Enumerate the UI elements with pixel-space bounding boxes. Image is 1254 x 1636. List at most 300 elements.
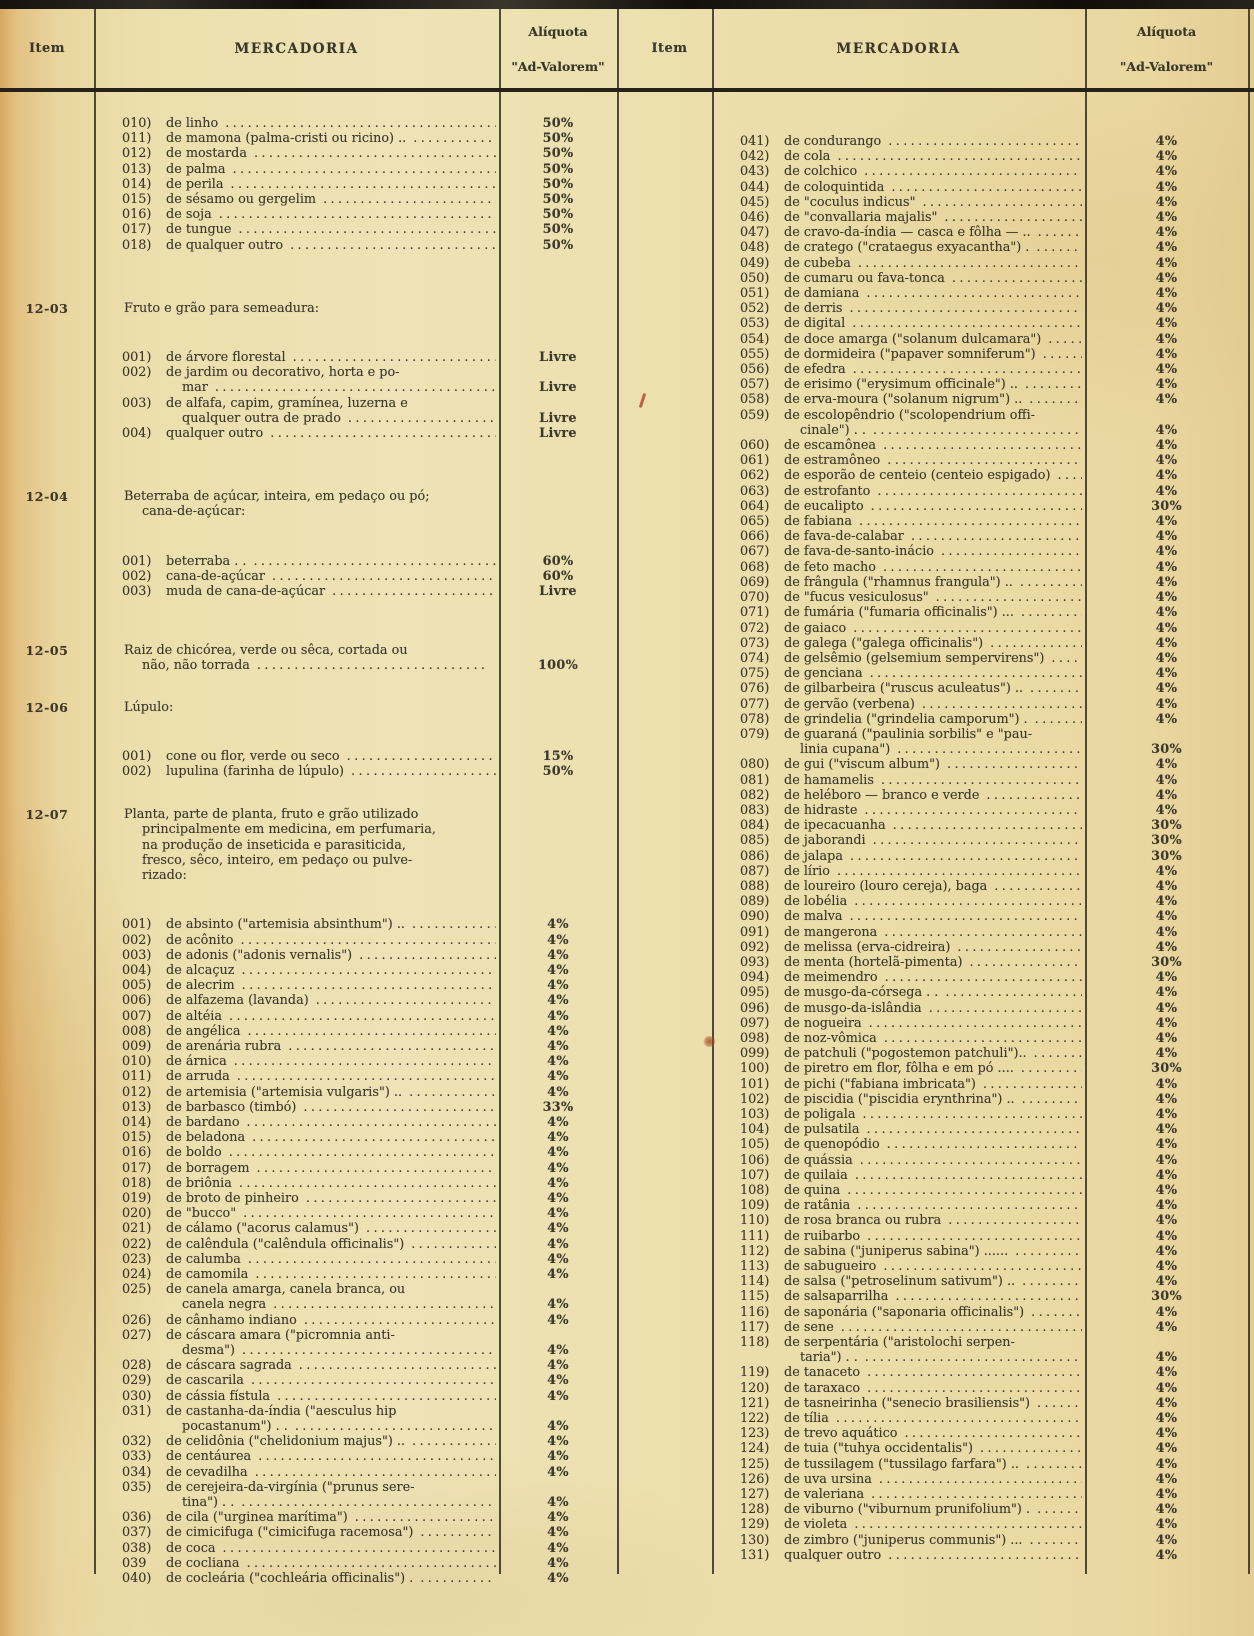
entry-description [784, 1183, 1085, 1198]
dot-leader [251, 1373, 496, 1388]
entry-line-text: de lírio [784, 863, 830, 879]
heading-line: Planta, parte de planta, fruto e grão utilizado [124, 807, 419, 823]
entry-line [784, 1502, 1085, 1517]
entry-rate: 4% [1155, 787, 1178, 803]
entry-merc-cell [94, 1176, 499, 1191]
tariff-entry-row [0, 177, 627, 192]
dot-leader [1029, 392, 1082, 407]
entry-code: 001) [122, 917, 152, 933]
entry-code: 010) [122, 116, 152, 131]
entry-description [784, 164, 1085, 179]
tariff-entry-row [627, 925, 1254, 940]
entry-description [166, 1480, 499, 1510]
entry-line-text: beterraba . . [166, 553, 247, 569]
entry-line-text: de erva-moura ("solanum nigrum") .. [784, 392, 1023, 408]
entry-code: 084) [740, 818, 770, 834]
entry-description [784, 286, 1085, 301]
entry-merc-cell [94, 1145, 499, 1160]
entry-line-text: de musgo-da-islândia [784, 1000, 922, 1016]
entry-merc-cell [712, 940, 1085, 955]
entry-description [784, 666, 1085, 681]
entry-merc-cell [94, 1100, 499, 1115]
entry-line-text: de alcaçuz [166, 962, 235, 978]
entry-rate: 4% [1155, 1152, 1178, 1168]
entry-rate: 4% [1155, 1426, 1178, 1442]
entry-line [166, 1465, 499, 1480]
dot-leader [237, 1069, 496, 1084]
dot-leader [887, 453, 1082, 468]
entry-line-text: cinale") . . [800, 422, 866, 438]
dot-leader [241, 1495, 496, 1510]
entry-description [784, 408, 1085, 438]
entry-rate: 4% [1155, 453, 1178, 469]
dot-leader [355, 1510, 496, 1525]
entry-rate: 4% [1155, 909, 1178, 925]
column-header-aliquota [499, 24, 617, 74]
dot-leader [1048, 332, 1082, 347]
tariff-entry-row [0, 1480, 627, 1510]
entry-merc-cell [712, 1107, 1085, 1122]
entry-line-text: de uva ursina [784, 1471, 872, 1487]
entry-merc-cell [94, 917, 499, 932]
entry-line-text: de mangerona [784, 924, 878, 940]
dot-leader [983, 1077, 1082, 1092]
entry-code: 120) [740, 1380, 770, 1396]
entry-rate: 4% [547, 1434, 569, 1450]
entry-rate: 4% [1155, 225, 1178, 241]
entry-merc-cell [712, 788, 1085, 803]
tariff-entry-row [0, 1434, 627, 1449]
entry-description [166, 917, 499, 932]
entry-merc-cell [712, 1487, 1085, 1502]
entry-merc-cell [712, 590, 1085, 605]
entry-line-text: de artemisia ("artemisia vulgaris") .. [166, 1084, 403, 1100]
entry-code: 012) [122, 146, 152, 162]
entry-code: 018) [122, 1175, 152, 1191]
entry-description [784, 560, 1085, 575]
entry-code: 114) [740, 1274, 770, 1290]
entry-description [784, 697, 1085, 712]
entry-description [166, 1176, 499, 1191]
entry-merc-cell [712, 909, 1085, 924]
entry-line [166, 411, 499, 426]
dot-leader [413, 131, 496, 146]
entry-line-text: de broto de pinheiro [166, 1190, 299, 1206]
entry-rate: Livre [539, 350, 577, 366]
dot-leader [895, 1289, 1082, 1304]
entry-line-text: de salsa ("petroselinum sativum") .. [784, 1274, 1016, 1290]
entry-code: 010) [122, 1054, 152, 1070]
entry-merc-cell [712, 970, 1085, 985]
entry-merc-cell [94, 1085, 499, 1100]
entry-line-text: de zimbro ("juniperus communis") ... [784, 1532, 1023, 1548]
entry-line [166, 554, 499, 569]
entry-rate: 4% [547, 1023, 569, 1039]
entry-rate: 33% [542, 1099, 574, 1115]
entry-description [784, 849, 1085, 864]
entry-merc-cell [712, 864, 1085, 879]
entry-line-text: de dormideira ("papaver somniferum") [784, 346, 1036, 362]
entry-line [784, 377, 1085, 392]
entry-description [166, 131, 499, 146]
entry-description [166, 177, 499, 192]
entry-merc-cell [94, 764, 499, 779]
entry-rate: 4% [547, 1221, 569, 1237]
entry-line-text: de "bucco" [166, 1206, 237, 1222]
tariff-entry-row [627, 240, 1254, 255]
dot-leader [864, 803, 1082, 818]
entry-rate: Livre [539, 380, 577, 396]
entry-description [784, 833, 1085, 848]
entry-description [784, 529, 1085, 544]
entry-code: 058) [740, 392, 770, 408]
entry-description [166, 1221, 499, 1236]
dot-leader [911, 529, 1082, 544]
entry-code: 002) [122, 365, 152, 381]
entry-description [784, 1426, 1085, 1441]
entry-merc-cell [712, 1396, 1085, 1411]
entry-rate: 4% [1155, 1441, 1178, 1457]
entry-line [166, 350, 499, 365]
entry-description [784, 1244, 1085, 1259]
entry-code: 095) [740, 985, 770, 1001]
entry-rate: 4% [1155, 939, 1178, 955]
entry-merc-cell [712, 225, 1085, 240]
dot-leader [359, 948, 496, 963]
entry-merc-cell [712, 377, 1085, 392]
entry-merc-cell [94, 1541, 499, 1556]
entry-description [784, 894, 1085, 909]
entry-description [166, 1191, 499, 1206]
entry-rate: 4% [1155, 514, 1178, 530]
entry-rate: 4% [1155, 878, 1178, 894]
tariff-entry-row [627, 985, 1254, 1000]
entry-merc-cell [712, 1274, 1085, 1289]
entry-line-text: de estramôneo [784, 453, 881, 469]
entry-line-text: de alecrim [166, 978, 235, 994]
entry-description [784, 1381, 1085, 1396]
entry-rate: 4% [1155, 1380, 1178, 1396]
entry-description [784, 757, 1085, 772]
entry-rate: 4% [1155, 1365, 1178, 1381]
entry-code: 013) [122, 161, 152, 177]
tariff-entry-row [0, 131, 627, 146]
entry-line [166, 1115, 499, 1130]
entry-line-text: de frângula ("rhamnus frangula") .. [784, 574, 1013, 590]
entry-code: 076) [740, 681, 770, 697]
heading-line: Raiz de chicórea, verde ou sêca, cortada ou [124, 643, 408, 659]
entry-description [784, 316, 1085, 331]
tariff-entry-row [627, 1244, 1254, 1259]
entry-rate: 4% [547, 1449, 569, 1465]
entry-merc-cell [94, 1191, 499, 1206]
entry-line [784, 544, 1085, 559]
tariff-entry-row [0, 1373, 627, 1388]
entry-merc-cell [712, 453, 1085, 468]
entry-description [784, 301, 1085, 316]
entry-description [166, 1009, 499, 1024]
entry-description [784, 1229, 1085, 1244]
entry-code: 009) [122, 1038, 152, 1054]
entry-rate: Livre [539, 584, 577, 600]
entry-merc-cell [712, 651, 1085, 666]
entry-line-text: cana-de-açúcar [166, 568, 266, 584]
entry-line-text: de quenopódio [784, 1137, 880, 1153]
entry-merc-cell [712, 985, 1085, 1000]
tariff-entry-row [627, 681, 1254, 696]
entry-rate: 4% [1155, 681, 1178, 697]
entry-description [784, 955, 1085, 970]
entry-line [784, 1244, 1085, 1259]
entry-description [166, 1252, 499, 1267]
entry-line-text: de nogueira [784, 1015, 862, 1031]
entry-merc-cell [712, 1213, 1085, 1228]
entry-merc-cell [94, 365, 499, 395]
tariff-entry-row [627, 940, 1254, 955]
entry-code: 003) [122, 395, 152, 411]
entry-merc-cell [94, 1161, 499, 1176]
tariff-entry-row [0, 365, 627, 395]
entry-line-text: de gelsêmio (gelsemium sempervirens") [784, 650, 1045, 666]
entry-description [784, 1274, 1085, 1289]
dot-leader [1057, 468, 1082, 483]
entry-description [784, 1517, 1085, 1532]
entry-rate: 4% [1155, 468, 1178, 484]
two-column-layout [0, 9, 1254, 1629]
column-header-mercadoria: MERCADORIA [836, 40, 961, 57]
tariff-entry-row [627, 529, 1254, 544]
tariff-entry-row [0, 146, 627, 161]
entry-line [784, 1274, 1085, 1289]
entry-line-text: de feto macho [784, 559, 876, 575]
entry-rate: 4% [1155, 301, 1178, 317]
entry-code: 016) [122, 1145, 152, 1161]
entry-merc-cell [712, 1229, 1085, 1244]
entry-code: 089) [740, 894, 770, 910]
entry-description [166, 978, 499, 993]
entry-line [784, 940, 1085, 955]
entry-code: 072) [740, 620, 770, 636]
dot-leader [881, 773, 1082, 788]
entry-list [0, 350, 627, 441]
entry-description [784, 1320, 1085, 1335]
entry-description [784, 1001, 1085, 1016]
tariff-entry-row [0, 1221, 627, 1236]
dot-leader [854, 1517, 1082, 1532]
entry-rate: 50% [542, 237, 574, 253]
entry-description [784, 818, 1085, 833]
entry-code: 035) [122, 1479, 152, 1495]
dot-leader [238, 222, 496, 237]
entry-code: 011) [122, 1069, 152, 1085]
entry-line [784, 773, 1085, 788]
tariff-entry-row [0, 116, 627, 131]
entry-rate: 50% [542, 222, 574, 238]
entry-description [166, 963, 499, 978]
entry-code: 022) [122, 1236, 152, 1252]
tariff-entry-row [627, 788, 1254, 803]
entry-description [166, 1404, 499, 1434]
entry-code: 038) [122, 1540, 152, 1556]
dot-leader [243, 1206, 496, 1221]
tariff-entry-row [627, 134, 1254, 149]
entry-code: 049) [740, 255, 770, 271]
tariff-entry-row [0, 192, 627, 207]
entry-code: 001) [122, 748, 152, 764]
tariff-entry-row [627, 666, 1254, 681]
tariff-entry-row [627, 1259, 1254, 1274]
entry-line-text: de viburno ("viburnum prunifolium") . [784, 1502, 1031, 1518]
entry-description [784, 134, 1085, 149]
entry-merc-cell [712, 347, 1085, 362]
entry-line-text: de árnica [166, 1054, 227, 1070]
entry-line-text: de cáscara sagrada [166, 1358, 292, 1374]
entry-line: de canela amarga, canela branca, ou [166, 1282, 406, 1298]
entry-line-text: de taraxaco [784, 1380, 861, 1396]
entry-code: 020) [122, 1206, 152, 1222]
entry-rate: 4% [1155, 1137, 1178, 1153]
entry-code: 006) [122, 993, 152, 1009]
entry-merc-cell [94, 993, 499, 1008]
entry-description [784, 909, 1085, 924]
entry-merc-cell [712, 894, 1085, 909]
entry-line-text: de cumaru ou fava-tonca [784, 270, 945, 286]
entry-line [166, 1373, 499, 1388]
entry-line [166, 1130, 499, 1145]
entry-code: 033) [122, 1449, 152, 1465]
entry-rate: 4% [547, 917, 569, 933]
heading-line-text: não, não torrada [142, 658, 250, 674]
entry-description [784, 256, 1085, 271]
entry-description [784, 940, 1085, 955]
entry-line [784, 1411, 1085, 1426]
entry-line [784, 1305, 1085, 1320]
entry-line-text: de saponária ("saponaria officinalis") [784, 1304, 1025, 1320]
tariff-entry-row [627, 1001, 1254, 1016]
entry-line [784, 468, 1085, 483]
dot-leader [257, 658, 486, 673]
dot-leader [316, 993, 496, 1008]
entry-line [166, 933, 499, 948]
entry-rate: 4% [547, 1266, 569, 1282]
tariff-entry-row [0, 238, 627, 253]
entry-line [784, 256, 1085, 271]
tariff-section [0, 643, 627, 673]
entry-code: 082) [740, 787, 770, 803]
entry-line-text: de cássia fístula [166, 1388, 271, 1404]
dot-leader [870, 666, 1082, 681]
entry-line-text: de meimendro [784, 970, 878, 986]
entry-merc-cell [712, 1472, 1085, 1487]
entry-rate: 30% [1151, 818, 1182, 834]
entry-line-text: de trevo aquático [784, 1426, 898, 1442]
entry-code: 100) [740, 1061, 770, 1077]
dot-leader [323, 192, 496, 207]
entry-code: 018) [122, 237, 152, 253]
entry-rate: 4% [1155, 605, 1178, 621]
entry-rate: 4% [1155, 194, 1178, 210]
entry-code: 101) [740, 1076, 770, 1092]
dot-leader [412, 1434, 496, 1449]
entry-description [784, 332, 1085, 347]
tariff-entry-row [0, 350, 627, 365]
tariff-entry-row [627, 1198, 1254, 1213]
entry-code: 030) [122, 1388, 152, 1404]
dot-leader [860, 1153, 1082, 1168]
tariff-entry-row [627, 773, 1254, 788]
entry-merc-cell [712, 560, 1085, 575]
entry-code: 131) [740, 1547, 770, 1563]
entry-description [784, 453, 1085, 468]
tariff-entry-row [0, 396, 627, 426]
entry-rate: 4% [1155, 316, 1178, 332]
entry-line [166, 1100, 499, 1115]
entry-rate: 4% [1155, 1167, 1178, 1183]
dot-leader [862, 1107, 1082, 1122]
dot-leader [293, 350, 496, 365]
entry-code: 078) [740, 711, 770, 727]
entry-line [166, 1571, 499, 1586]
tariff-entry-row [627, 1077, 1254, 1092]
entry-merc-cell [94, 1024, 499, 1039]
entry-line [784, 1061, 1085, 1076]
entry-rate: 4% [1155, 1532, 1178, 1548]
heading-line: cana-de-açúcar: [142, 504, 246, 520]
entry-line [784, 225, 1085, 240]
entry-code: 113) [740, 1259, 770, 1275]
entry-line-text: de derris [784, 301, 843, 317]
entry-line [784, 499, 1085, 514]
entry-line [784, 636, 1085, 651]
entry-merc-cell [94, 396, 499, 426]
dot-leader [257, 1161, 497, 1176]
tariff-entry-row [627, 1016, 1254, 1031]
entry-line-text: de bardano [166, 1114, 240, 1130]
entry-code: 064) [740, 498, 770, 514]
entry-rate: 4% [1155, 1547, 1178, 1563]
entry-line [784, 894, 1085, 909]
entry-rate: 4% [1155, 1030, 1178, 1046]
aliquota-label: Alíquota [1136, 23, 1197, 39]
entry-code: 096) [740, 1000, 770, 1016]
entry-code: 083) [740, 802, 770, 818]
tariff-entry-row [0, 1556, 627, 1571]
tariff-entry-row [627, 1137, 1254, 1152]
dot-leader [306, 1191, 496, 1206]
entry-rate: 4% [547, 978, 569, 994]
entry-line [784, 681, 1085, 696]
tariff-section [0, 116, 627, 253]
entry-rate: 60% [542, 568, 574, 584]
entry-line [784, 1153, 1085, 1168]
entry-code: 044) [740, 179, 770, 195]
dot-leader [947, 757, 1082, 772]
entry-rate: 4% [1155, 1198, 1178, 1214]
entry-rate: 4% [547, 1312, 569, 1328]
entry-rate: 4% [547, 1114, 569, 1130]
entry-description [784, 210, 1085, 225]
tariff-entry-row [0, 1328, 627, 1358]
tariff-entry-row [627, 164, 1254, 179]
entry-merc-cell [712, 134, 1085, 149]
entry-code: 013) [122, 1099, 152, 1115]
entry-rate: 4% [1155, 483, 1178, 499]
entry-list [0, 917, 627, 1586]
tariff-heading-row [0, 301, 627, 316]
entry-line [784, 195, 1085, 210]
tariff-entry-row [0, 1161, 627, 1176]
entry-code: 124) [740, 1441, 770, 1457]
